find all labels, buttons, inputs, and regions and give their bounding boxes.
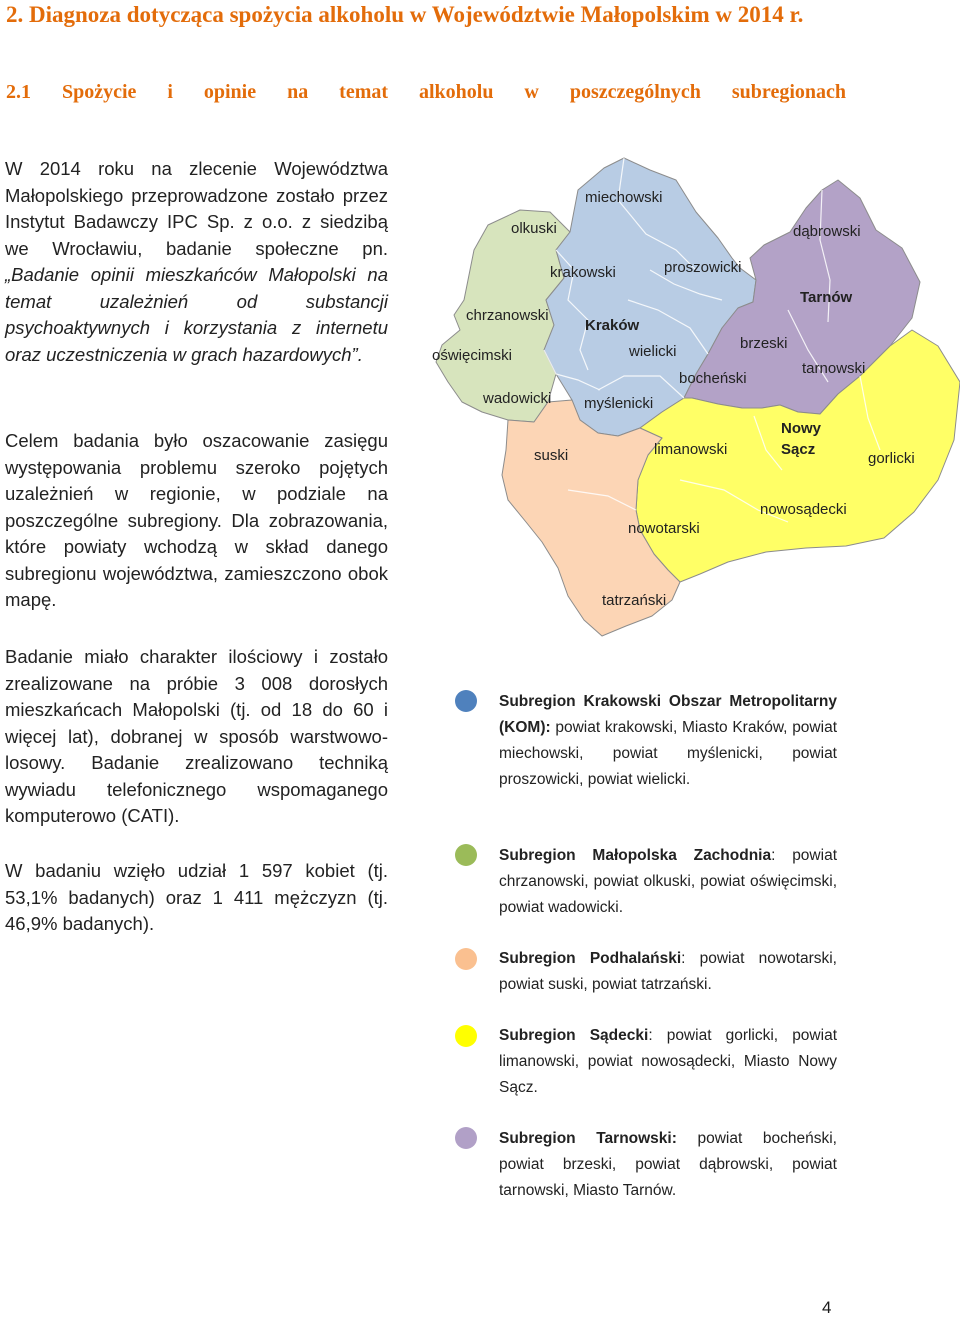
intro-text: W 2014 roku na zlecenie Województwa Małopolskiego przeprowadzone zostało przez Instytut Badawczy IPC Sp. z o.o. z siedzibą we Wrocławiu, badanie społeczne pn. bbox=[5, 158, 388, 259]
label-wielicki: wielicki bbox=[629, 343, 677, 360]
label-chrzanowski: chrzanowski bbox=[466, 307, 549, 324]
legend-dot-tarnowski bbox=[455, 1127, 477, 1149]
study-title: „Badanie opinii mieszkańców Małopolski na temat uzależnień od substancji psychoaktywnych i korzystania z internetu oraz uczestniczenia w grach hazardowych”. bbox=[5, 264, 388, 365]
legend-tarnowski-desc: powiat bocheński, powiat brzeski, powiat dąbrowski, powiat tarnowski, Miasto Tarnów. bbox=[499, 1130, 837, 1199]
label-wadowicki: wadowicki bbox=[483, 390, 552, 407]
legend-podhalanski-desc: : powiat nowotarski, powiat suski, powiat tatrzański. bbox=[499, 950, 837, 993]
legend-zachodnia-desc: : powiat chrzanowski, powiat olkuski, powiat oświęcimski, powiat wadowicki. bbox=[499, 847, 837, 916]
label-oswiecimski: oświęcimski bbox=[432, 347, 513, 364]
label-krakow: Kraków bbox=[585, 317, 640, 334]
label-gorlicki: gorlicki bbox=[868, 450, 915, 467]
intro-paragraph bbox=[5, 156, 388, 368]
legend-dot-sadecki bbox=[455, 1025, 477, 1047]
sample-paragraph: W badaniu wzięło udział 1 597 kobiet (tj. 53,1% badanych) oraz 1 411 mężczyzn (tj. 46,9% badanych). bbox=[5, 860, 388, 934]
legend-dot-podhalanski bbox=[455, 948, 477, 970]
label-tarnowski: tarnowski bbox=[802, 360, 866, 377]
method-paragraph: Badanie miało charakter ilościowy i zostało zrealizowane na próbie 3 008 dorosłych mieszkańcach Małopolski (tj. od 18 do 60 i więcej lat), dobranej w sposób warstwowo-losowy. Badanie zrealizowano techniką wywiadu telefonicznego wspomaganego komputerowo (CATI). bbox=[5, 646, 388, 826]
legend-kom-name: Subregion Krakowski Obszar Metropolitarny (KOM): bbox=[499, 693, 837, 736]
legend-kom-desc: powiat krakowski, Miasto Kraków, powiat miechowski, powiat myślenicki, powiat proszowicki, powiat wielicki. bbox=[499, 719, 837, 788]
label-nowy: Nowy bbox=[781, 420, 822, 437]
legend-sadecki-name: Subregion Sądecki bbox=[499, 1027, 649, 1044]
label-brzeski: brzeski bbox=[740, 335, 788, 352]
label-tatrzanski: tatrzański bbox=[602, 592, 667, 609]
label-nowosadecki: nowosądecki bbox=[760, 501, 847, 518]
legend-dot-kom bbox=[455, 690, 477, 712]
label-nowotarski: nowotarski bbox=[628, 520, 700, 537]
legend-sadecki-desc: : powiat gorlicki, powiat limanowski, powiat nowosądecki, Miasto Nowy Sącz. bbox=[499, 1027, 837, 1096]
legend-dot-zachodnia bbox=[455, 844, 477, 866]
legend-podhalanski bbox=[499, 946, 837, 998]
purpose-paragraph: Celem badania było oszacowanie zasięgu występowania problemu szeroko pojętych uzależnień w regionie, w podziale na poszczególne subregiony. Dla zobrazowania, które powiaty wchodzą w skład danego subregionu województwa, zamieszczono obok mapę. bbox=[5, 430, 388, 610]
label-myslenicki: myślenicki bbox=[584, 395, 654, 412]
legend-sadecki bbox=[499, 1023, 837, 1101]
subregion-map bbox=[428, 150, 960, 640]
label-olkuski: olkuski bbox=[511, 220, 557, 237]
chapter-heading: 2. Diagnoza dotycząca spożycia alkoholu w Województwie Małopolskim w 2014 r. bbox=[6, 2, 804, 27]
label-limanowski: limanowski bbox=[654, 441, 728, 458]
legend-podhalanski-name: Subregion Podhalański bbox=[499, 950, 682, 967]
legend-zachodnia bbox=[499, 843, 837, 921]
label-bochenski: bocheński bbox=[679, 370, 747, 387]
label-proszowicki: proszowicki bbox=[664, 259, 742, 276]
label-sacz: Sącz bbox=[781, 441, 816, 458]
legend-tarnowski-name: Subregion Tarnowski: bbox=[499, 1130, 677, 1147]
legend-zachodnia-name: Subregion Małopolska Zachodnia bbox=[499, 847, 772, 864]
page-number: 4 bbox=[822, 1298, 832, 1317]
label-krakowski: krakowski bbox=[550, 264, 616, 281]
label-tarnow: Tarnów bbox=[800, 289, 853, 306]
label-suski: suski bbox=[534, 447, 569, 464]
label-dabrowski: dąbrowski bbox=[793, 223, 861, 240]
section-heading: 2.1 Spożycie i opinie na temat alkoholu w poszczególnych subregionach bbox=[6, 81, 846, 103]
legend-kom bbox=[499, 689, 837, 793]
label-miechowski: miechowski bbox=[585, 189, 663, 206]
legend-tarnowski bbox=[499, 1126, 837, 1204]
